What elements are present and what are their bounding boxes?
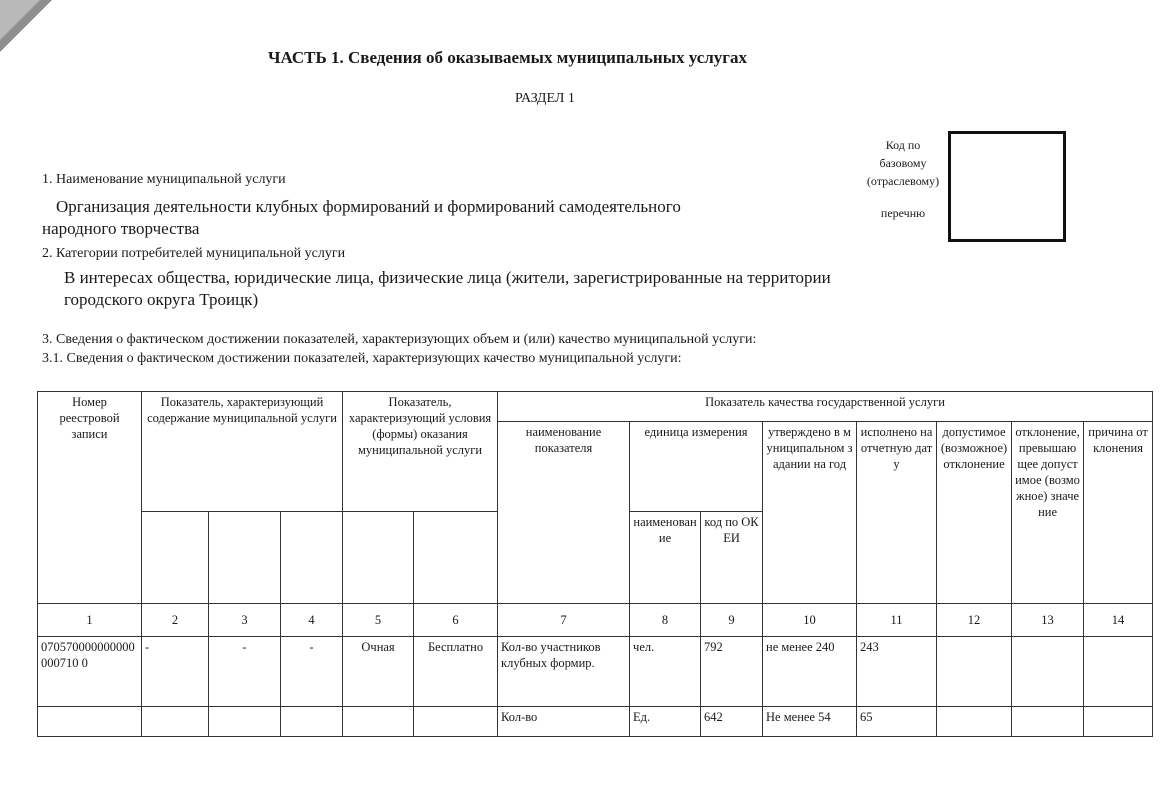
code-label-line: (отраслевому) <box>866 174 940 188</box>
header-unit-name: наименование <box>630 512 701 604</box>
consumers-value: В интересах общества, юридические лица, физические лица (жители, зарегистрированные на территории <box>64 268 831 287</box>
header-registry: Номер реестровой записи <box>38 392 142 604</box>
column-number: 1 <box>38 604 142 637</box>
header-quality: Показатель качества государственной услуги <box>498 392 1153 422</box>
code-label-line: перечню <box>880 206 926 220</box>
cell-unit-name: чел. <box>630 637 701 707</box>
table-row <box>38 637 1153 707</box>
quality-table <box>37 391 1153 737</box>
cell-unit-name: Ед. <box>630 707 701 737</box>
column-number: 3 <box>209 604 281 637</box>
cell-payment: Бесплатно <box>414 637 498 707</box>
header-unit: единица измерения <box>630 422 763 512</box>
column-number: 6 <box>414 604 498 637</box>
cell-approved: Не менее 54 <box>763 707 857 737</box>
info-item-3: 3. Сведения о фактическом достижении показателей, характеризующих объем и (или) качество муниципальной услуги: <box>42 332 757 347</box>
cell-exceed <box>1012 637 1084 707</box>
cell-payment <box>414 707 498 737</box>
column-number: 14 <box>1084 604 1153 637</box>
service-name-value: народного творчества <box>42 219 200 238</box>
code-box <box>948 131 1066 242</box>
cell-content-3: - <box>281 637 343 707</box>
header-empty <box>414 512 498 604</box>
cell-content-3 <box>281 707 343 737</box>
cell-allowed <box>937 637 1012 707</box>
cell-form: Очная <box>343 637 414 707</box>
cell-reason <box>1084 707 1153 737</box>
page-corner-fold-inner <box>0 0 40 40</box>
header-allowed: допустимое (возможное) отклонение <box>937 422 1012 604</box>
header-exceed: отклонение, превышающее допустимое (возможное) значение <box>1012 422 1084 604</box>
column-number: 4 <box>281 604 343 637</box>
header-done: исполнено на отчетную дату <box>857 422 937 604</box>
cell-approved: не менее 240 <box>763 637 857 707</box>
consumers-value: городского округа Троицк) <box>64 290 259 309</box>
header-empty <box>209 512 281 604</box>
cell-indicator: Кол-во <box>498 707 630 737</box>
header-unit-okei: код по ОКЕИ <box>701 512 763 604</box>
consumers-label: 2. Категории потребителей муниципальной услуги <box>42 246 346 261</box>
header-empty <box>281 512 343 604</box>
cell-allowed <box>937 707 1012 737</box>
header-empty <box>343 512 414 604</box>
column-number: 11 <box>857 604 937 637</box>
column-number: 13 <box>1012 604 1084 637</box>
cell-content-2 <box>209 707 281 737</box>
service-name-label: 1. Наименование муниципальной услуги <box>42 172 286 187</box>
column-number-row <box>38 604 1153 637</box>
cell-done: 243 <box>857 637 937 707</box>
header-approved: утверждено в муниципальном задании на год <box>763 422 857 604</box>
column-number: 2 <box>142 604 209 637</box>
header-reason: причина отклонения <box>1084 422 1153 604</box>
table-row <box>38 707 1153 737</box>
cell-exceed <box>1012 707 1084 737</box>
header-content: Показатель, характеризующий содержание муниципальной услуги <box>142 392 343 512</box>
header-empty <box>142 512 209 604</box>
column-number: 9 <box>701 604 763 637</box>
cell-registry: 070570000000000000710 0 <box>38 637 142 707</box>
cell-form <box>343 707 414 737</box>
column-number: 10 <box>763 604 857 637</box>
section-title: РАЗДЕЛ 1 <box>515 91 575 106</box>
service-name-value: Организация деятельности клубных формирований и формирований самодеятельного <box>56 197 681 216</box>
cell-done: 65 <box>857 707 937 737</box>
cell-okei: 642 <box>701 707 763 737</box>
code-label-line: базовому <box>879 156 927 170</box>
cell-indicator: Кол-во участников клубных формир. <box>498 637 630 707</box>
cell-okei: 792 <box>701 637 763 707</box>
cell-content-2: - <box>209 637 281 707</box>
info-item-3-1: 3.1. Сведения о фактическом достижении показателей, характеризующих качество муниципальной услуги: <box>42 351 682 366</box>
part-title: ЧАСТЬ 1. Сведения об оказываемых муниципальных услугах <box>268 48 748 67</box>
code-label-line: Код по <box>885 138 921 152</box>
cell-reason <box>1084 637 1153 707</box>
cell-content-1: - <box>142 637 209 707</box>
column-number: 7 <box>498 604 630 637</box>
code-label <box>852 136 954 222</box>
header-conditions: Показатель, характеризующий условия (формы) оказания муниципальной услуги <box>343 392 498 512</box>
column-number: 5 <box>343 604 414 637</box>
header-indicator-name: наименование показателя <box>498 422 630 604</box>
header-row <box>38 392 1153 422</box>
cell-content-1 <box>142 707 209 737</box>
column-number: 8 <box>630 604 701 637</box>
column-number: 12 <box>937 604 1012 637</box>
cell-registry <box>38 707 142 737</box>
